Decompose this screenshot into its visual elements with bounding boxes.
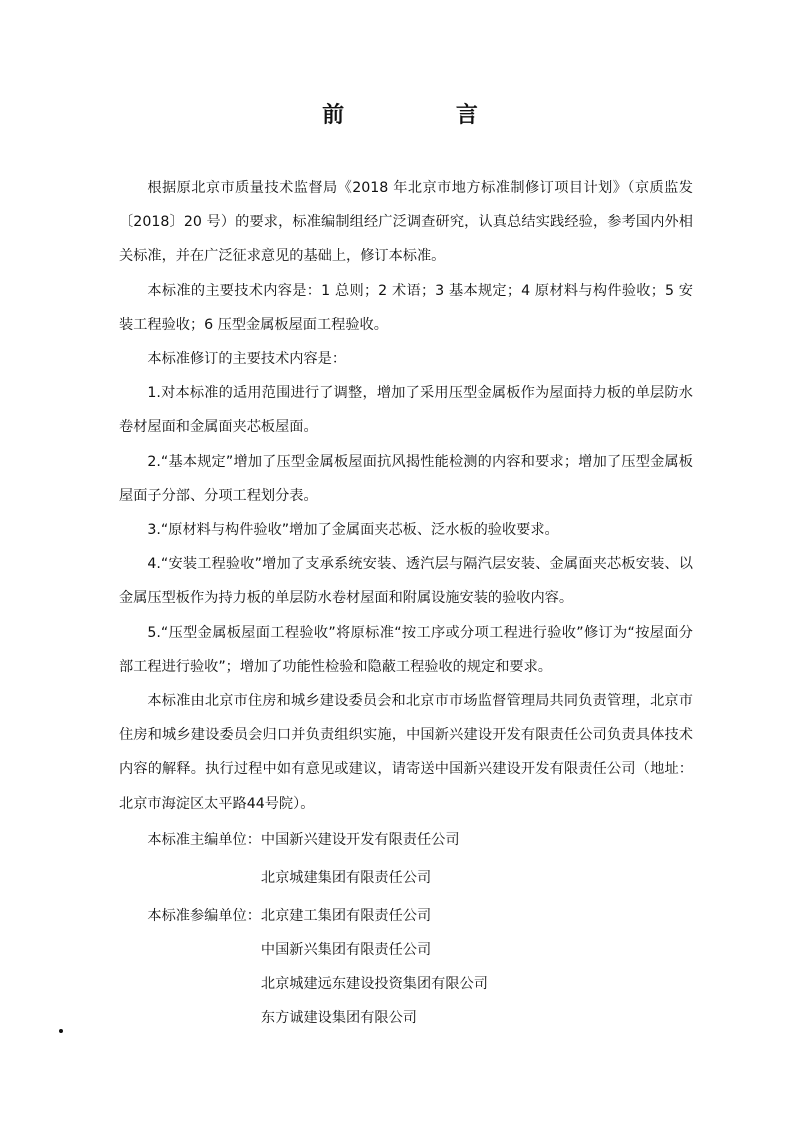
document-body <box>119 171 693 1035</box>
paragraph-revision-3: 3.“原材料与构件验收”增加了金属面夹芯板、泛水板的验收要求。 <box>147 522 559 539</box>
participant-units <box>119 899 693 1035</box>
page-dot-mark <box>59 1029 63 1033</box>
participant-unit: 东方诚建设集团有限公司 <box>260 1009 417 1026</box>
paragraph-revision-5: 5.“压型金属板屋面工程验收”将原标准“按工序或分项工程进行验收”修订为“按屋面分部工程进行验收”；增加了功能性检验和隐蔽工程验收的规定和要求。 <box>119 624 693 675</box>
chief-editor-unit: 北京城建集团有限责任公司 <box>260 869 432 886</box>
participant-label: 本标准参编单位： <box>147 907 261 924</box>
page-title: 前 言 <box>322 103 530 128</box>
participant-unit: 北京建工集团有限责任公司 <box>260 907 432 924</box>
paragraph-basis: 根据原北京市质量技术监督局《2018 年北京市地方标准制修订项目计划》（京质监发〔2018〕20 号）的要求，标准编制组经广泛调查研究，认真总结实践经验，参考国内外相关标准，并在广泛征求意见的基础上，修订本标准。 <box>119 180 693 265</box>
participant-list <box>261 899 488 1035</box>
paragraph-management: 本标准由北京市住房和城乡建设委员会和北京市市场监督管理局共同负责管理，北京市住房和城乡建设委员会归口并负责组织实施，中国新兴建设开发有限责任公司负责具体技术内容的解释。执行过程中如有意见或建议，请寄送中国新兴建设开发有限责任公司（地址：北京市海淀区太平路44号院）。 <box>119 693 693 812</box>
participant-unit: 中国新兴集团有限责任公司 <box>260 941 432 958</box>
chief-editor-label: 本标准主编单位： <box>147 831 261 848</box>
paragraph-revision-4: 4.“安装工程验收”增加了支承系统安装、透汽层与隔汽层安装、金属面夹芯板安装、以金属压型板作为持力板的单层防水卷材屋面和附属设施安装的验收内容。 <box>119 556 693 607</box>
chief-editor-units <box>119 821 693 897</box>
paragraph-revision-1: 1.对本标准的适用范围进行了调整，增加了采用压型金属板作为屋面持力板的单层防水卷材屋面和金属面夹芯板屋面。 <box>119 385 693 436</box>
paragraph-revision-2: 2.“基本规定”增加了压型金属板屋面抗风揭性能检测的内容和要求；增加了压型金属板屋面子分部、分项工程划分表。 <box>119 453 693 504</box>
participant-unit: 北京城建远东建设投资集团有限公司 <box>260 975 488 992</box>
paragraph-revision-intro: 本标准修订的主要技术内容是： <box>147 351 347 368</box>
chief-editor-unit: 中国新兴建设开发有限责任公司 <box>260 831 460 848</box>
paragraph-main-content: 本标准的主要技术内容是：1 总则；2 术语；3 基本规定；4 原材料与构件验收；5 安装工程验收；6 压型金属板屋面工程验收。 <box>119 282 693 333</box>
chief-editor-list <box>261 821 460 897</box>
